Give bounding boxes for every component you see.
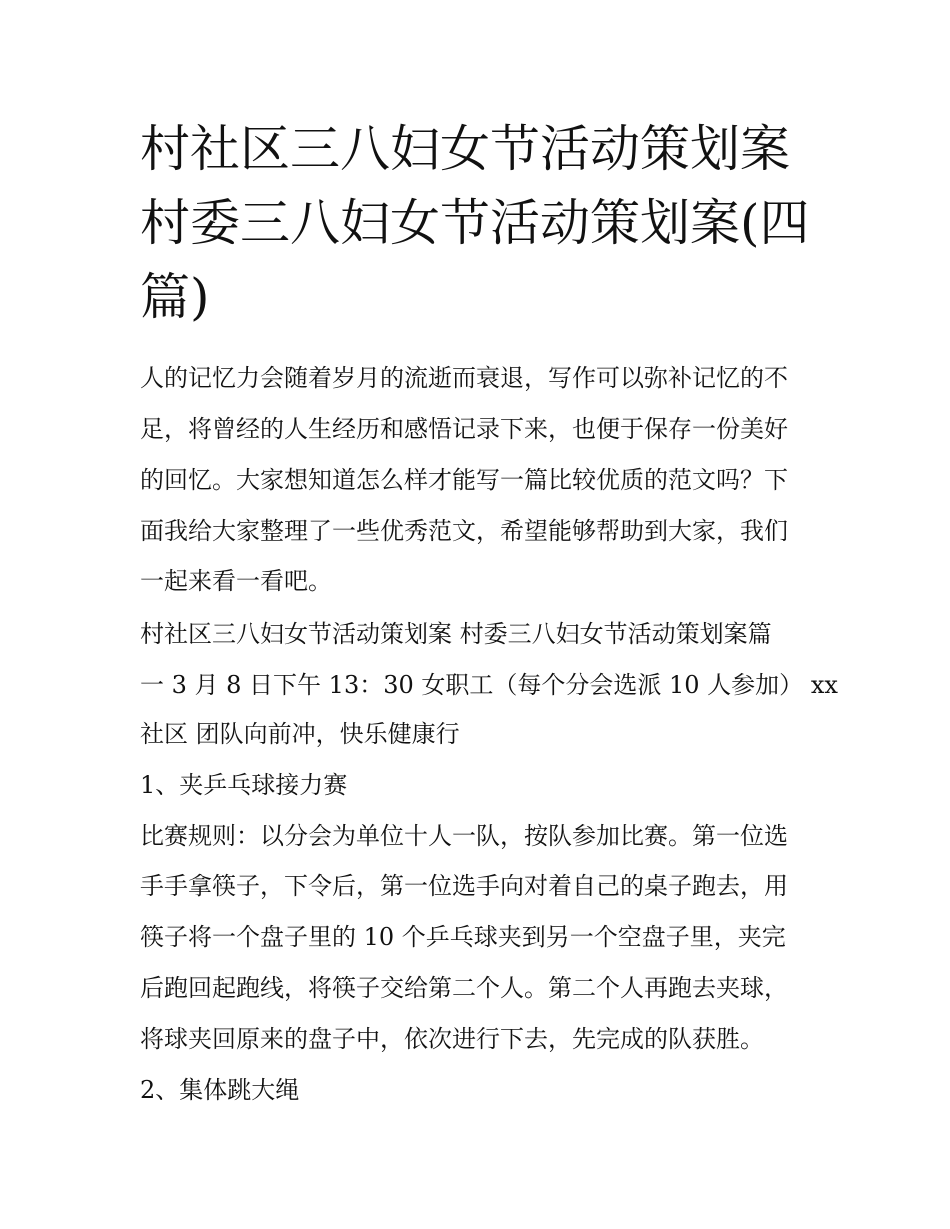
item-heading: 1、夹乒乓球接力赛 — [140, 771, 348, 799]
rules-line: 后跑回起跑线，将筷子交给第二个人。第二个人再跑去夹球， — [140, 974, 788, 1002]
intro-line: 一起来看一看吧。 — [140, 567, 332, 595]
section-info-line: 一 3 月 8 日下午 13：30 女职工（每个分会选派 10 人参加） xx — [140, 671, 838, 699]
rules-line: 比赛规则：以分会为单位十人一队，按队参加比赛。第一位选 — [140, 822, 788, 850]
title-line: 篇) — [140, 268, 210, 326]
section-info-line: 社区 团队向前冲，快乐健康行 — [140, 720, 460, 748]
intro-line: 人的记忆力会随着岁月的流逝而衰退，写作可以弥补记忆的不 — [140, 364, 788, 392]
rules-line: 将球夹回原来的盘子中，依次进行下去，先完成的队获胜。 — [140, 1025, 764, 1053]
intro-line: 面我给大家整理了一些优秀范文，希望能够帮助到大家，我们 — [140, 517, 788, 545]
section-heading-line: 村社区三八妇女节活动策划案 村委三八妇女节活动策划案篇 — [140, 620, 772, 648]
document-title — [140, 112, 830, 334]
title-line: 村社区三八妇女节活动策划案 — [140, 120, 790, 178]
intro-line: 的回忆。大家想知道怎么样才能写一篇比较优质的范文吗？下 — [140, 466, 788, 494]
rules-line: 筷子将一个盘子里的 10 个乒乓球夹到另一个空盘子里，夹完 — [140, 923, 786, 951]
intro-line: 足，将曾经的人生经历和感悟记录下来，也便于保存一份美好 — [140, 415, 788, 443]
title-line: 村委三八妇女节活动策划案(四 — [140, 194, 810, 252]
item-heading: 2、集体跳大绳 — [140, 1076, 300, 1104]
rules-line: 手手拿筷子，下令后，第一位选手向对着自己的桌子跑去，用 — [140, 872, 788, 900]
